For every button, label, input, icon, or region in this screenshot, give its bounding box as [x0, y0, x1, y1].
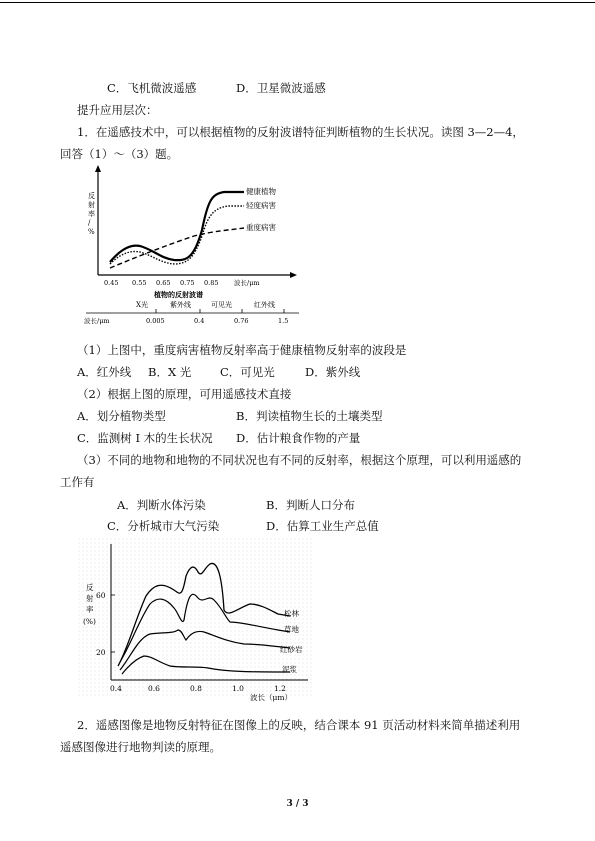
q1-sub1-option-a: A．红外线: [77, 365, 132, 379]
fig2-xtick-1: 0.6: [148, 684, 160, 693]
fig1-curve-healthy: [110, 192, 244, 262]
q1-sub3-option-a: A．判断水体污染: [117, 498, 206, 512]
q1-sub1-option-d: D．紫外线: [305, 365, 361, 379]
fig1-ylabel-1: 射: [88, 201, 95, 209]
figure-ground-reflectance: [78, 538, 318, 702]
fig2-xtick-4: 1.2: [274, 684, 286, 693]
fig1-label-light: 轻度病害: [246, 201, 276, 210]
fig1-caption: 植物的反射波谱: [154, 290, 203, 299]
fig1-ylabel-0: 反: [88, 192, 95, 200]
fig2-ylabel-2: 率: [86, 605, 94, 614]
option-c: C．飞机微波遥感: [107, 81, 197, 95]
fig2-xtick-3: 1.0: [232, 684, 244, 693]
q1-stem-line2: 回答（1）～（3）题。: [60, 147, 179, 161]
q1-sub3-option-b: B．判断人口分布: [266, 498, 355, 512]
fig2-ylabel-3: (%): [83, 617, 96, 626]
fig2-background: [78, 538, 314, 698]
fig2-label-sandstone: 红砂岩: [280, 645, 303, 654]
fig2-ytick-60: 60: [96, 591, 106, 600]
q1-stem-line1: 1．在遥感技术中，可以根据植物的反射波谱特征判断植物的生长状况。读图 3—2—4，: [77, 125, 524, 139]
q1-sub2-option-a: A．划分植物类型: [77, 409, 166, 423]
fig1-band-x: X光: [136, 301, 148, 309]
q1-sub3-option-d: D．估算工业生产总值: [266, 519, 379, 533]
fig1-ylabel-3: /: [88, 219, 91, 227]
fig1-curve-light: [110, 206, 244, 264]
fig1-band-tick-label-2: 0.76: [234, 317, 249, 325]
fig2-label-mud: 泥浆: [282, 665, 297, 674]
q2-line2: 遥感图像进行地物判读的原理。: [60, 740, 221, 754]
section-title: 提升应用层次：: [77, 103, 158, 117]
fig2-xtick-0: 0.4: [110, 684, 122, 693]
fig1-xtick-1: 0.55: [132, 279, 147, 287]
fig2-xaxis-label: 波长（μm）: [250, 693, 292, 702]
fig1-xaxis-label: 波长/μm: [234, 279, 260, 287]
fig1-band-tick-label-0: 0.005: [146, 317, 165, 325]
figure-plant-reflectance: [84, 160, 324, 330]
q1-sub2-option-c: C．监测树 I 木的生长状况: [77, 431, 213, 445]
page-number: 3 / 3: [286, 799, 309, 809]
q2-line1: 2．遥感图像是地物反射特征在图像上的反映，结合课本 91 页活动材料来简单描述利用: [77, 718, 521, 732]
q1-sub2-option-d: D．估计粮食作物的产量: [236, 431, 361, 445]
fig2-label-grass: 草地: [284, 625, 299, 634]
fig2-ylabel-1: 射: [86, 594, 94, 603]
fig1-xtick-3: 0.75: [180, 279, 195, 287]
q1-sub1-option-c: C．可见光: [220, 365, 275, 379]
fig2-xtick-2: 0.8: [190, 684, 202, 693]
fig1-band-tick-label-3: 1.5: [278, 317, 289, 325]
fig1-y-arrow: [95, 165, 101, 172]
fig2-ylabel-0: 反: [86, 583, 94, 592]
fig1-band-tick-label-1: 0.4: [194, 317, 205, 325]
fig2-ytick-20: 20: [96, 648, 106, 657]
q1-sub3-stem-line1: （3）不同的地物和地物的不同状况也有不同的反射率，根据这个原理，可以利用遥感的: [77, 453, 522, 467]
page-top-rule: [0, 2, 595, 3]
fig1-label-severe: 重度病害: [246, 223, 276, 232]
option-d: D．卫星微波遥感: [236, 81, 326, 95]
fig1-xtick-4: 0.85: [204, 279, 219, 287]
fig1-ylabel-4: %: [88, 228, 95, 236]
fig2-label-pine: 松林: [284, 609, 299, 618]
fig1-xtick-2: 0.65: [156, 279, 171, 287]
fig1-band-axis-label: 波长/μm: [84, 317, 110, 325]
q1-sub3-option-c: C．分析城市大气污染: [107, 519, 220, 533]
q1-sub3-stem-line2: 工作有: [60, 475, 95, 489]
fig1-label-healthy: 健康植物: [246, 187, 276, 196]
fig1-band-visible: 可见光: [211, 301, 232, 309]
fig1-curve-severe: [110, 228, 244, 268]
q1-sub1-stem: （1）上图中，重度病害植物反射率高于健康植物反射率的波段是: [77, 343, 407, 357]
fig1-band-ir: 红外线: [254, 301, 275, 309]
fig1-x-arrow: [290, 272, 297, 278]
q1-sub1-option-b: B．X 光: [148, 365, 192, 379]
q1-sub2-stem: （2）根据上图的原理，可用遥感技术直接: [77, 387, 292, 401]
fig1-xtick-0: 0.45: [104, 279, 119, 287]
fig1-band-uv: 紫外线: [170, 301, 191, 309]
fig1-ylabel-2: 率: [88, 210, 95, 218]
q1-sub2-option-b: B．判读植物生长的土壤类型: [236, 409, 383, 423]
